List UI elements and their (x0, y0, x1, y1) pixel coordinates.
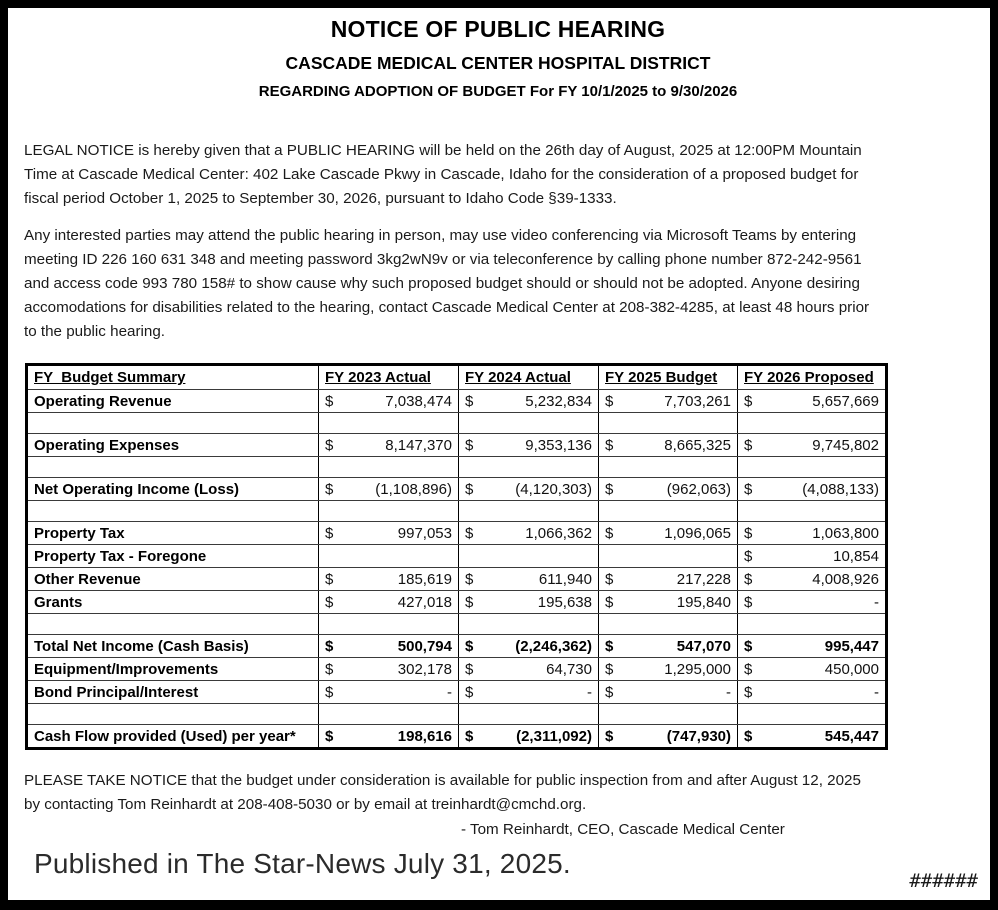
currency-symbol: $ (325, 436, 334, 454)
amount-value: (4,120,303) (515, 480, 592, 498)
amount-cell (319, 725, 459, 749)
currency-symbol: $ (325, 637, 334, 655)
currency-symbol: $ (605, 593, 614, 611)
amount-value: 427,018 (397, 593, 452, 611)
amount-value: 5,657,669 (812, 392, 879, 410)
amount-value: 217,228 (676, 570, 731, 588)
amount-value: 611,940 (538, 570, 592, 588)
amount-value: 185,619 (397, 570, 452, 588)
currency-symbol: $ (605, 524, 614, 542)
currency-symbol: $ (605, 436, 614, 454)
currency-symbol: $ (605, 570, 614, 588)
column-header: FY 2025 Budget (599, 365, 738, 390)
empty-cell (738, 413, 887, 434)
currency-symbol: $ (744, 480, 753, 498)
table-header-row (27, 365, 887, 390)
amount-value: (747,930) (666, 727, 731, 745)
amount-value: 8,147,370 (385, 436, 452, 454)
amount-value: 198,616 (397, 727, 452, 745)
currency-symbol: $ (465, 392, 474, 410)
currency-symbol: $ (744, 683, 753, 701)
amount-cell (599, 390, 738, 413)
amount-value: 5,232,834 (525, 392, 592, 410)
currency-symbol: $ (325, 683, 334, 701)
amount-cell (459, 545, 599, 568)
amount-cell (599, 434, 738, 457)
currency-symbol: $ (325, 593, 334, 611)
currency-symbol: $ (325, 727, 334, 745)
amount-value: (1,108,896) (375, 480, 452, 498)
empty-cell (738, 704, 887, 725)
amount-value: 302,178 (397, 660, 452, 678)
table-row (27, 522, 887, 545)
currency-symbol: $ (465, 683, 474, 701)
amount-value: 10,854 (833, 547, 879, 565)
table-row (27, 635, 887, 658)
hash-marks: ###### (909, 870, 978, 892)
table-row (27, 434, 887, 457)
empty-cell (459, 614, 599, 635)
amount-value: 1,063,800 (812, 524, 879, 542)
row-label: Equipment/Improvements (27, 658, 319, 681)
table-row (27, 390, 887, 413)
amount-value: 9,353,136 (525, 436, 592, 454)
amount-cell (459, 725, 599, 749)
empty-cell (459, 704, 599, 725)
amount-cell (459, 390, 599, 413)
currency-symbol: $ (744, 392, 753, 410)
empty-cell (27, 413, 319, 434)
amount-cell (738, 545, 887, 568)
district-name: CASCADE MEDICAL CENTER HOSPITAL DISTRICT (285, 53, 711, 73)
amount-cell (599, 681, 738, 704)
amount-cell (319, 390, 459, 413)
table-row (27, 478, 887, 501)
row-label: Property Tax (27, 522, 319, 545)
amount-cell (738, 390, 887, 413)
amount-cell (599, 658, 738, 681)
column-header: FY 2026 Proposed (738, 365, 887, 390)
legal-notice-paragraph: LEGAL NOTICE is hereby given that a PUBLIC HEARING will be held on the 26th day of August, 2025 at 12:00PM Mountain Time at Cascade Medical Center: 402 Lake Cascade Pkwy in Cascade, Idaho for the consideration of a proposed budget for fiscal period October 1, 2025 to September 30, 2026, pursuant to Idaho Code §39-1333. (24, 142, 862, 207)
table-row (27, 501, 887, 522)
publication-line: Published in The Star-News July 31, 2025. (34, 848, 571, 879)
currency-symbol: $ (465, 570, 474, 588)
row-label: Net Operating Income (Loss) (27, 478, 319, 501)
amount-cell (599, 545, 738, 568)
empty-cell (599, 614, 738, 635)
amount-cell (319, 658, 459, 681)
amount-value: 997,053 (397, 524, 452, 542)
amount-value: - (447, 683, 452, 701)
table-row (27, 413, 887, 434)
currency-symbol: $ (465, 660, 474, 678)
amount-cell (738, 725, 887, 749)
empty-cell (599, 457, 738, 478)
amount-value: - (874, 683, 879, 701)
table-row (27, 457, 887, 478)
empty-cell (738, 501, 887, 522)
row-label: Property Tax - Foregone (27, 545, 319, 568)
currency-symbol: $ (325, 660, 334, 678)
amount-cell (319, 591, 459, 614)
currency-symbol: $ (605, 683, 614, 701)
amount-cell (459, 635, 599, 658)
empty-cell (459, 413, 599, 434)
attendance-paragraph: Any interested parties may attend the public hearing in person, may use video conferencing via Microsoft Teams by entering meeting ID 226 160 631 348 and meeting password 3kg2wN9v or via teleconference by calling phone number 872-242-9561 and access code 993 780 158# to show cause why such proposed budget should or should not be adopted. Anyone desiring accomodations for disabilities related to the hearing, contact Cascade Medical Center at 208-382-4285, at least 48 hours prior to the public hearing. (24, 227, 870, 340)
empty-cell (738, 614, 887, 635)
empty-cell (599, 413, 738, 434)
currency-symbol: $ (744, 660, 753, 678)
page-title: NOTICE OF PUBLIC HEARING (330, 16, 666, 42)
currency-symbol: $ (744, 570, 753, 588)
currency-symbol: $ (744, 727, 753, 745)
amount-cell (599, 725, 738, 749)
amount-value: 1,096,065 (664, 524, 731, 542)
empty-cell (27, 457, 319, 478)
amount-cell (459, 681, 599, 704)
currency-symbol: $ (465, 727, 474, 745)
table-row (27, 704, 887, 725)
column-header: FY 2024 Actual (459, 365, 599, 390)
amount-value: 195,638 (537, 593, 592, 611)
currency-symbol: $ (325, 524, 334, 542)
row-label: Grants (27, 591, 319, 614)
empty-cell (319, 704, 459, 725)
amount-value: 4,008,926 (812, 570, 879, 588)
amount-cell (319, 478, 459, 501)
amount-cell (319, 545, 459, 568)
currency-symbol: $ (605, 480, 614, 498)
amount-cell (459, 522, 599, 545)
amount-cell (738, 478, 887, 501)
currency-symbol: $ (744, 524, 753, 542)
amount-cell (738, 522, 887, 545)
amount-cell (319, 635, 459, 658)
currency-symbol: $ (744, 547, 753, 565)
amount-cell (319, 568, 459, 591)
amount-cell (599, 522, 738, 545)
signature-line: - Tom Reinhardt, CEO, Cascade Medical Center (461, 821, 785, 838)
empty-cell (27, 614, 319, 635)
table-row (27, 658, 887, 681)
empty-cell (319, 614, 459, 635)
amount-value: - (874, 593, 879, 611)
budget-table-body (27, 390, 887, 749)
amount-value: - (726, 683, 731, 701)
currency-symbol: $ (605, 637, 614, 655)
amount-value: - (587, 683, 592, 701)
amount-cell (459, 434, 599, 457)
row-label: Bond Principal/Interest (27, 681, 319, 704)
amount-value: 450,000 (824, 660, 879, 678)
amount-value: 8,665,325 (664, 436, 731, 454)
column-header-label: FY Budget Summary (27, 365, 319, 390)
currency-symbol: $ (744, 593, 753, 611)
amount-cell (319, 522, 459, 545)
empty-cell (319, 501, 459, 522)
row-label: Other Revenue (27, 568, 319, 591)
amount-cell (738, 434, 887, 457)
currency-symbol: $ (325, 570, 334, 588)
currency-symbol: $ (465, 637, 474, 655)
amount-cell (459, 568, 599, 591)
amount-value: 7,703,261 (664, 392, 731, 410)
empty-cell (27, 704, 319, 725)
amount-value: 1,295,000 (664, 660, 731, 678)
row-label: Cash Flow provided (Used) per year* (27, 725, 319, 749)
row-label: Total Net Income (Cash Basis) (27, 635, 319, 658)
table-row (27, 681, 887, 704)
currency-symbol: $ (605, 660, 614, 678)
amount-value: (2,246,362) (515, 637, 592, 655)
amount-value: 1,066,362 (525, 524, 592, 542)
empty-cell (319, 413, 459, 434)
amount-cell (599, 635, 738, 658)
amount-value: (962,063) (666, 480, 731, 498)
amount-value: (4,088,133) (802, 480, 879, 498)
amount-cell (599, 478, 738, 501)
currency-symbol: $ (744, 637, 753, 655)
amount-cell (738, 568, 887, 591)
amount-cell (319, 434, 459, 457)
table-row (27, 545, 887, 568)
currency-symbol: $ (325, 392, 334, 410)
budget-summary-table (25, 363, 888, 750)
amount-value: 995,447 (824, 637, 879, 655)
currency-symbol: $ (325, 480, 334, 498)
empty-cell (459, 457, 599, 478)
table-row (27, 568, 887, 591)
empty-cell (738, 457, 887, 478)
currency-symbol: $ (465, 593, 474, 611)
row-label: Operating Revenue (27, 390, 319, 413)
currency-symbol: $ (744, 436, 753, 454)
budget-period-heading: REGARDING ADOPTION OF BUDGET For FY 10/1/2025 to 9/30/2026 (258, 83, 738, 100)
currency-symbol: $ (465, 524, 474, 542)
amount-cell (459, 478, 599, 501)
amount-cell (738, 658, 887, 681)
amount-cell (738, 681, 887, 704)
currency-symbol: $ (605, 392, 614, 410)
amount-value: 64,730 (546, 660, 592, 678)
amount-cell (738, 591, 887, 614)
amount-cell (738, 635, 887, 658)
currency-symbol: $ (605, 727, 614, 745)
empty-cell (27, 501, 319, 522)
column-header: FY 2023 Actual (319, 365, 459, 390)
amount-value: 7,038,474 (385, 392, 452, 410)
empty-cell (599, 501, 738, 522)
row-label: Operating Expenses (27, 434, 319, 457)
empty-cell (319, 457, 459, 478)
amount-cell (459, 591, 599, 614)
amount-value: 500,794 (397, 637, 452, 655)
currency-symbol: $ (465, 436, 474, 454)
amount-value: 545,447 (824, 727, 879, 745)
table-row (27, 725, 887, 749)
amount-cell (599, 568, 738, 591)
empty-cell (599, 704, 738, 725)
table-row (27, 591, 887, 614)
table-row (27, 614, 887, 635)
amount-value: 547,070 (676, 637, 731, 655)
amount-value: (2,311,092) (516, 727, 592, 745)
amount-cell (599, 591, 738, 614)
amount-cell (459, 658, 599, 681)
currency-symbol: $ (465, 480, 474, 498)
amount-value: 195,840 (676, 593, 731, 611)
amount-cell (319, 681, 459, 704)
empty-cell (459, 501, 599, 522)
amount-value: 9,745,802 (812, 436, 879, 454)
inspection-paragraph: PLEASE TAKE NOTICE that the budget under consideration is available for public inspection from and after August 12, 2025 by contacting Tom Reinhardt at 208-408-5030 or by email at treinhardt@cmchd.org. (24, 772, 861, 813)
